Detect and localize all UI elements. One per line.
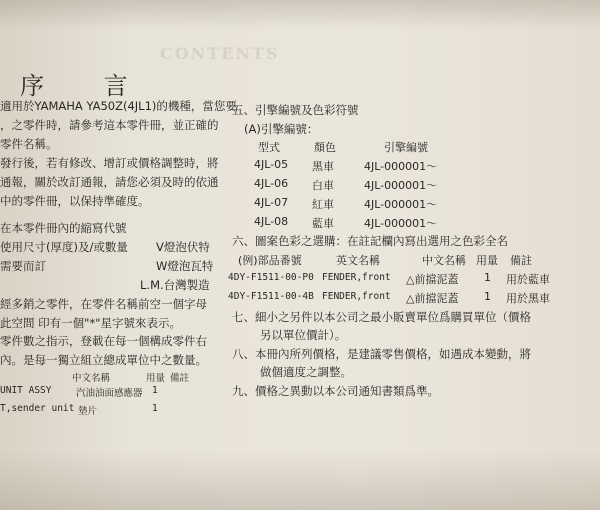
s5-col-engine: 引擎編號	[384, 141, 428, 154]
s5-row-1-engine: 4JL-000001～	[364, 160, 438, 173]
s5-row-2-model: 4JL-06	[254, 177, 289, 190]
mini-row-1-en: UNIT ASSY	[0, 385, 52, 396]
s5-row-1-model: 4JL-05	[254, 158, 289, 171]
s5-row-3-model: 4JL-07	[254, 196, 289, 209]
intro-line-5: 通報，關於改訂通報，請您必須及時的依通	[0, 175, 219, 189]
intro-line-1: 適用於YAMAHA YA50Z(4JL1)的機種，當您要	[0, 99, 237, 113]
qty-line-2: 內。是每一獨立組立總成單位中之數量。	[0, 353, 207, 367]
intro-line-4: 發行後，若有修改、增訂或價格調整時，將	[0, 156, 219, 170]
mini-row-2-qty: 1	[152, 403, 159, 414]
s6-row-2-cn: △前擋泥蓋	[406, 292, 459, 305]
star-line-1: 經多銷之零件，在零件名稱前空一個字母	[0, 297, 207, 311]
s6-row-2-note: 用於黑車	[506, 292, 550, 305]
s6-row-2-part: 4DY-F1511-00-4B	[228, 291, 314, 302]
s6-col-cn: 中文名稱	[422, 254, 466, 267]
s7-line-1: 七、細小之另件以本公司之最小販賣單位爲購買單位（價格	[232, 310, 531, 324]
s5-row-4-engine: 4JL-000001～	[364, 217, 438, 230]
abbrev-line-2: 需要而訂	[0, 259, 46, 273]
s6-col-part: (例)部品番號	[238, 254, 302, 267]
s5-row-2-engine: 4JL-000001～	[364, 179, 438, 192]
s6-row-1-cn: △前擋泥蓋	[406, 273, 459, 286]
s5-row-3-engine: 4JL-000001～	[364, 198, 438, 211]
s6-heading: 六、圖案色彩之選購：在註記欄內寫出選用之色彩全名	[232, 234, 508, 248]
intro-line-2: ，之零件時，請參考這本零件冊，並正確的	[0, 118, 219, 132]
mini-col-name: 中文名稱	[72, 373, 111, 384]
s5-col-color: 顏色	[314, 141, 336, 154]
s5-col-model: 型式	[258, 141, 280, 154]
abbrev-line-1: 使用尺寸(厚度)及/或數量	[0, 240, 128, 254]
s6-row-2-en: FENDER,front	[322, 291, 391, 302]
page-bottom-shadow	[0, 450, 600, 510]
mini-row-2-en: T,sender unit	[0, 403, 75, 414]
s6-col-en: 英文名稱	[336, 254, 380, 267]
s6-col-qty: 用量	[476, 254, 498, 267]
s9-line-1: 九、價格之異動以本公司通知書類爲準。	[232, 384, 439, 398]
intro-line-6: 中的零件冊，以保持準確度。	[0, 194, 150, 208]
mini-row-1-name: 汽油油面感應器	[76, 388, 143, 399]
abbrev-code-v: V燈泡伏特	[156, 240, 210, 254]
page-top-shadow	[0, 0, 600, 30]
abbrev-intro: 在本零件冊內的縮寫代號	[0, 221, 127, 235]
s8-line-1: 八、本冊內所列價格，是建議零售價格，如遇成本變動，將	[232, 347, 531, 361]
mini-col-note: 備註	[170, 373, 190, 384]
s5-heading: 五、引擎編號及色彩符號	[232, 103, 359, 117]
s6-row-2-qty: 1	[484, 290, 491, 303]
s5-row-3-color: 紅車	[312, 198, 334, 211]
mini-row-2-name: 墊片	[78, 406, 98, 417]
s5-subheading: (A)引擎編號：	[244, 122, 319, 136]
s6-row-1-note: 用於藍車	[506, 273, 550, 286]
s5-row-4-model: 4JL-08	[254, 215, 289, 228]
s5-row-1-color: 黑車	[312, 160, 334, 173]
contents-bleed-through: CONTENTS	[160, 44, 280, 63]
page-title: 序 言	[20, 72, 154, 100]
qty-line-1: 零件數之指示，登載在每一個構成零件右	[0, 334, 207, 348]
mini-col-qty: 用量	[146, 373, 166, 384]
intro-line-3: 零件名稱。	[0, 137, 58, 151]
abbrev-code-lm: L.M.台灣製造	[140, 278, 210, 292]
abbrev-code-w: W燈泡瓦特	[156, 259, 214, 273]
s8-line-2: 做個適度之調整。	[260, 365, 352, 379]
star-line-2: 此空間 印有一個"*"星字號來表示。	[0, 316, 181, 330]
s6-row-1-qty: 1	[484, 271, 491, 284]
s6-row-1-en: FENDER,front	[322, 272, 391, 283]
mini-row-1-qty: 1	[152, 385, 159, 396]
s5-row-4-color: 藍車	[312, 217, 334, 230]
s7-line-2: 另以單位價計）。	[260, 328, 347, 342]
s5-row-2-color: 白車	[312, 179, 334, 192]
s6-col-note: 備註	[510, 254, 532, 267]
s6-row-1-part: 4DY-F1511-00-P0	[228, 272, 314, 283]
